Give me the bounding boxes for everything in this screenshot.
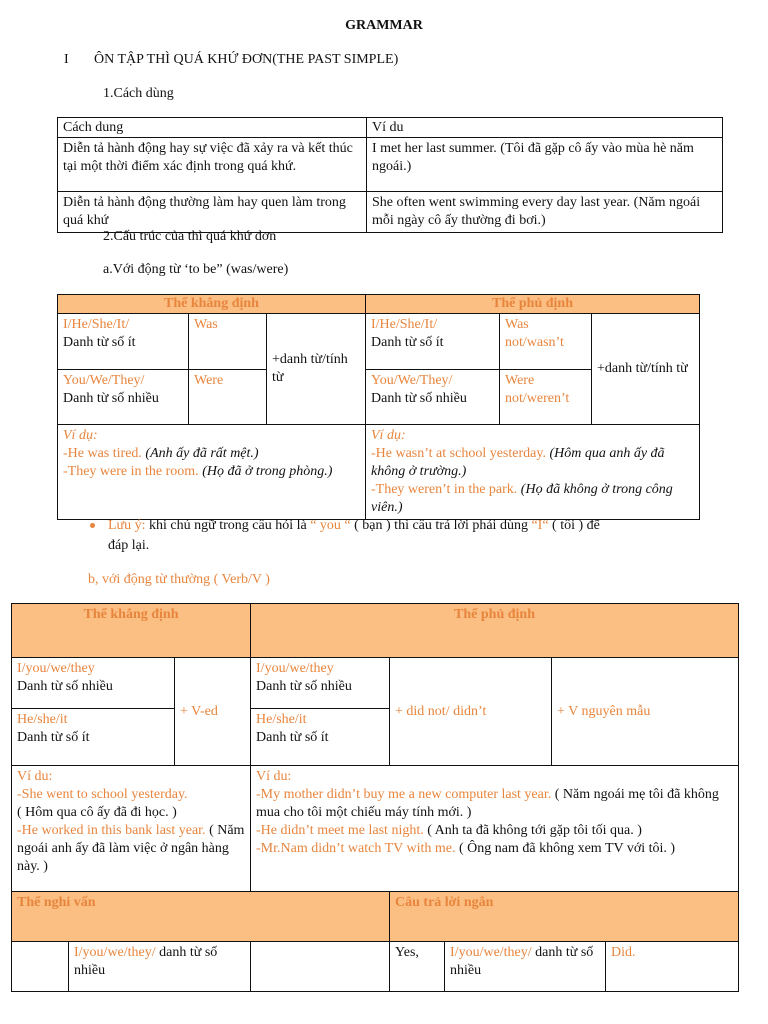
negative-examples: [366, 425, 700, 520]
verb-cell: Was: [189, 314, 267, 370]
example-en: -He was tired.: [63, 446, 142, 461]
affirmative-examples: [58, 425, 366, 520]
subject-cell: [12, 709, 175, 766]
note-i: “I“: [531, 518, 549, 533]
complement-cell: +danh từ/tính từ: [267, 314, 366, 425]
note-label: Lưu ý:: [108, 518, 146, 533]
examples-label: Ví du:: [17, 769, 53, 784]
noun-label: Danh từ số nhiều: [17, 679, 113, 694]
verb-heading: b, với động từ thường ( Verb/V ): [88, 572, 270, 587]
examples-label: Ví dụ:: [63, 428, 98, 443]
noun-label: Danh từ số nhiều: [63, 391, 159, 406]
note-text: đáp lại.: [108, 538, 150, 553]
noun-label: Danh từ số nhiều: [371, 391, 467, 406]
question-cell: [251, 942, 390, 992]
example-col-header: Ví du: [367, 118, 723, 138]
question-subject-cell: [69, 942, 251, 992]
verb-table: [11, 603, 739, 992]
auxiliary-cell: + did not/ didn’t: [390, 658, 552, 766]
subject-cell: [58, 370, 189, 425]
noun-label: Danh từ số ít: [371, 335, 444, 350]
note-text: ( tôi ) để: [548, 518, 600, 533]
noun-label: Danh từ số nhiều: [256, 679, 352, 694]
example-vi: ( Hôm qua cô ấy đã đi học. ): [17, 805, 177, 820]
verb-cell: Was not/wasn’t: [500, 314, 592, 370]
section-title: ÔN TẬP THÌ QUÁ KHỨ ĐƠN(THE PAST SIMPLE): [94, 52, 399, 67]
example-vi: (Anh ấy đã rất mệt.): [145, 446, 259, 461]
bullet-icon: [90, 523, 95, 528]
example-vi: ( Anh ta đã không tới gặp tôi tối qua. ): [427, 823, 642, 838]
verb-affirmative-header: Thể khẳng định: [12, 604, 251, 658]
example-vi: ( Ông nam đã không xem TV với tôi. ): [459, 841, 676, 856]
verb-form-cell: + V-ed: [175, 658, 251, 766]
noun-label: danh từ số nhiều: [74, 945, 218, 978]
example-cell: I met her last summer. (Tôi đã gặp cô ấy vào mùa hè năm ngoái.): [367, 138, 723, 192]
subject-cell: [58, 314, 189, 370]
example-en: -Mr.Nam didn’t watch TV with me.: [256, 841, 456, 856]
note-text: khi chủ ngữ trong câu hỏi là: [145, 518, 311, 533]
examples-label: Ví dụ:: [371, 428, 406, 443]
note-text: ( bạn ) thì câu trả lời phải dùng: [350, 518, 532, 533]
noun-label: Danh từ số ít: [63, 335, 136, 350]
example-en: -He didn’t meet me last night.: [256, 823, 424, 838]
tobe-table: [57, 294, 700, 520]
subject-cell: [12, 658, 175, 709]
structure-heading: 2.Cấu trúc của thì quá khứ đơn: [103, 229, 277, 244]
subject-label: I/you/we/they: [17, 661, 95, 676]
verb-cell: Were: [189, 370, 267, 425]
subject-cell: [251, 709, 390, 766]
subject-label: I/He/She/It/: [371, 317, 438, 332]
example-vi: (Họ đã không ở trong công viên.): [371, 482, 673, 515]
subject-label: I/He/She/It/: [63, 317, 130, 332]
tobe-affirmative-header: Thể khẳng định: [58, 295, 366, 314]
example-vi: (Hôm qua anh ấy đã không ở trường.): [371, 446, 665, 479]
complement-cell: +danh từ/tính từ: [592, 314, 700, 425]
page-title: GRAMMAR: [345, 18, 423, 33]
subject-label: You/We/They/: [63, 373, 145, 388]
usage-heading: 1.Cách dùng: [103, 86, 174, 101]
example-vi: (Họ đã ở trong phòng.): [202, 464, 333, 479]
example-vi: ( Năm ngoái anh ấy đã làm việc ở ngân hàng này. ): [17, 823, 245, 874]
example-en: -She went to school yesterday.: [17, 787, 188, 802]
usage-cell: Diễn tả hành động thường làm hay quen làm trong quá khứ: [58, 192, 367, 233]
usage-col-header: Cách dung: [58, 118, 367, 138]
affirmative-examples: [12, 766, 251, 892]
verb-cell: Were not/weren’t: [500, 370, 592, 425]
answer-yes-cell: Yes,: [390, 942, 445, 992]
example-en: -He wasn’t at school yesterday.: [371, 446, 546, 461]
examples-label: Ví du:: [256, 769, 292, 784]
usage-cell: Diễn tả hành động hay sự việc đã xảy ra và kết thúc tại một thời điểm xác định trong quá khứ.: [58, 138, 367, 192]
subject-label: I/you/we/they/: [450, 945, 532, 960]
verb-form-cell: + V nguyên mẫu: [552, 658, 739, 766]
example-en: -They weren’t in the park.: [371, 482, 518, 497]
example-en: -He worked in this bank last year.: [17, 823, 206, 838]
example-vi: ( Năm ngoái mẹ tôi đã không mua cho tôi một chiếu máy tính mới. ): [256, 787, 719, 820]
note-you: “ you “: [310, 518, 351, 533]
noun-label: Danh từ số ít: [256, 730, 329, 745]
section-number: I: [64, 52, 69, 67]
negative-examples: [251, 766, 739, 892]
subject-label: He/she/it: [256, 712, 307, 727]
noun-label: Danh từ số ít: [17, 730, 90, 745]
example-en: -My mother didn’t buy me a new computer last year.: [256, 787, 552, 802]
tobe-heading: a.Với động từ ‘to be” (was/were): [103, 262, 289, 277]
question-cell: [12, 942, 69, 992]
example-cell: She often went swimming every day last year. (Năm ngoái mỗi ngày cô ấy thường đi bơi.): [367, 192, 723, 233]
usage-table: [57, 117, 723, 233]
note-paragraph: [108, 516, 708, 556]
tobe-negative-header: Thể phủ định: [366, 295, 700, 314]
subject-label: You/We/They/: [371, 373, 453, 388]
subject-cell: [366, 314, 500, 370]
noun-label: danh từ số nhiều: [450, 945, 594, 978]
question-header: Thể nghi vấn: [12, 892, 390, 942]
subject-cell: [366, 370, 500, 425]
subject-label: He/she/it: [17, 712, 68, 727]
subject-label: I/you/we/they/: [74, 945, 156, 960]
subject-cell: [251, 658, 390, 709]
subject-label: I/you/we/they: [256, 661, 334, 676]
short-answer-header: Câu trả lời ngắn: [390, 892, 739, 942]
answer-did-cell: Did.: [606, 942, 739, 992]
verb-negative-header: Thể phủ định: [251, 604, 739, 658]
answer-subject-cell: [445, 942, 606, 992]
example-en: -They were in the room.: [63, 464, 199, 479]
